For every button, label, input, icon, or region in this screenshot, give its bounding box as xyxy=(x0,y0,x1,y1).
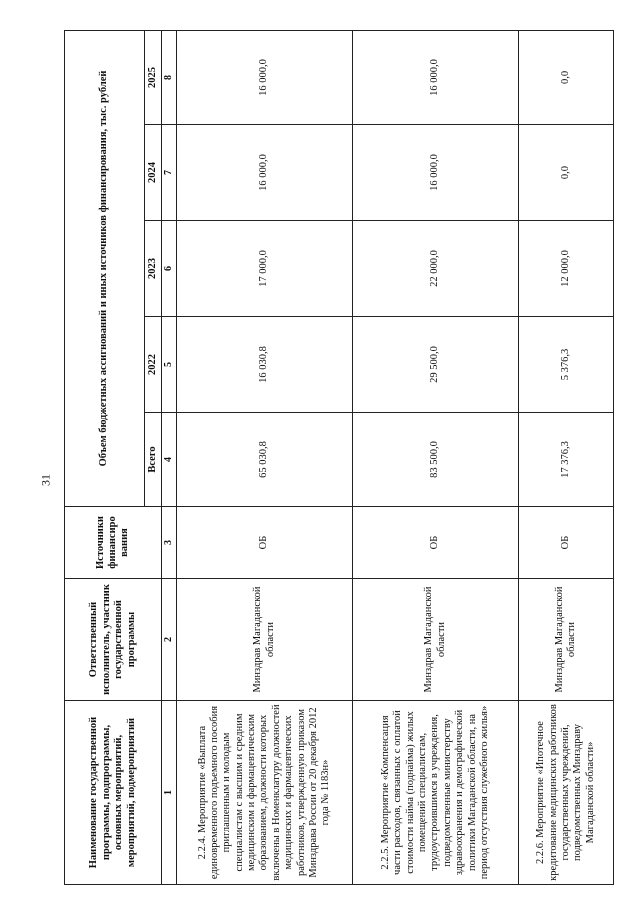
table-row xyxy=(353,30,519,884)
column-number: 3 xyxy=(162,507,177,579)
row-source: ОБ xyxy=(519,507,614,579)
header-name: Наименование государственной программы, подпрограммы, основных мероприятий, мероприятий, подмероприятий xyxy=(65,701,162,885)
row-source: ОБ xyxy=(353,507,519,579)
row-name: 2.2.6. Мероприятие «Ипотечное кредитование медицинских работников государственных учреждений, подведомственных Минздраву Магаданской области» xyxy=(519,701,614,885)
row-2024: 16 000,0 xyxy=(177,125,353,221)
table-row xyxy=(177,30,353,884)
header-year-2023: 2023 xyxy=(145,221,162,317)
row-2022: 16 030,8 xyxy=(177,317,353,413)
row-2024: 16 000,0 xyxy=(353,125,519,221)
row-2025: 16 000,0 xyxy=(353,30,519,124)
row-total: 83 500,0 xyxy=(353,413,519,507)
header-source: Источники финансиро вания xyxy=(65,507,162,579)
column-number: 6 xyxy=(162,221,177,317)
row-2023: 12 000,0 xyxy=(519,221,614,317)
row-name: 2.2.4. Мероприятие «Выплата единовременного подъемного пособия приглашенным и молодым специалистам с высшим и средним медицинским и фармацевтическим образованием, должности которых включены в Номенклатуру должностей медицинских и фармацевтических работников, утвержденную приказом Минздрава России от 20 декабря 2012 года № 1183н» xyxy=(177,701,353,885)
row-2022: 5 376,3 xyxy=(519,317,614,413)
column-number: 2 xyxy=(162,579,177,701)
row-2022: 29 500,0 xyxy=(353,317,519,413)
page-number: 31 xyxy=(38,474,53,486)
row-2025: 0,0 xyxy=(519,30,614,124)
row-total: 65 030,8 xyxy=(177,413,353,507)
row-2023: 22 000,0 xyxy=(353,221,519,317)
column-number: 1 xyxy=(162,701,177,885)
column-number: 7 xyxy=(162,125,177,221)
column-number: 4 xyxy=(162,413,177,507)
row-2025: 16 000,0 xyxy=(177,30,353,124)
header-total: Всего xyxy=(145,413,162,507)
table-row xyxy=(519,30,614,884)
row-executor: Минздрав Магаданской области xyxy=(519,579,614,701)
header-year-2025: 2025 xyxy=(145,30,162,124)
column-number: 5 xyxy=(162,317,177,413)
row-2023: 17 000,0 xyxy=(177,221,353,317)
header-executor: Ответственный исполнитель, участник государственной программы xyxy=(65,579,162,701)
header-year-2022: 2022 xyxy=(145,317,162,413)
column-number: 8 xyxy=(162,30,177,124)
row-total: 17 376,3 xyxy=(519,413,614,507)
row-executor: Минздрав Магаданской области xyxy=(177,579,353,701)
header-year-2024: 2024 xyxy=(145,125,162,221)
row-name: 2.2.5. Мероприятие «Компенсация части расходов, связанных с оплатой стоимости найма (поднайма) жилых помещений специалистам, трудоустроившимся в учреждения, подведомственные министерству здравоохранения и демографической политики Магаданской области, на период отсутствия служебного жилья» xyxy=(353,701,519,885)
funding-table xyxy=(64,30,614,885)
header-funding: Объем бюджетных ассигнований и иных источников финансирования, тыс. рублей xyxy=(65,30,145,506)
row-executor: Минздрав Магаданской области xyxy=(353,579,519,701)
rotated-table-container xyxy=(64,31,611,885)
row-2024: 0,0 xyxy=(519,125,614,221)
row-source: ОБ xyxy=(177,507,353,579)
